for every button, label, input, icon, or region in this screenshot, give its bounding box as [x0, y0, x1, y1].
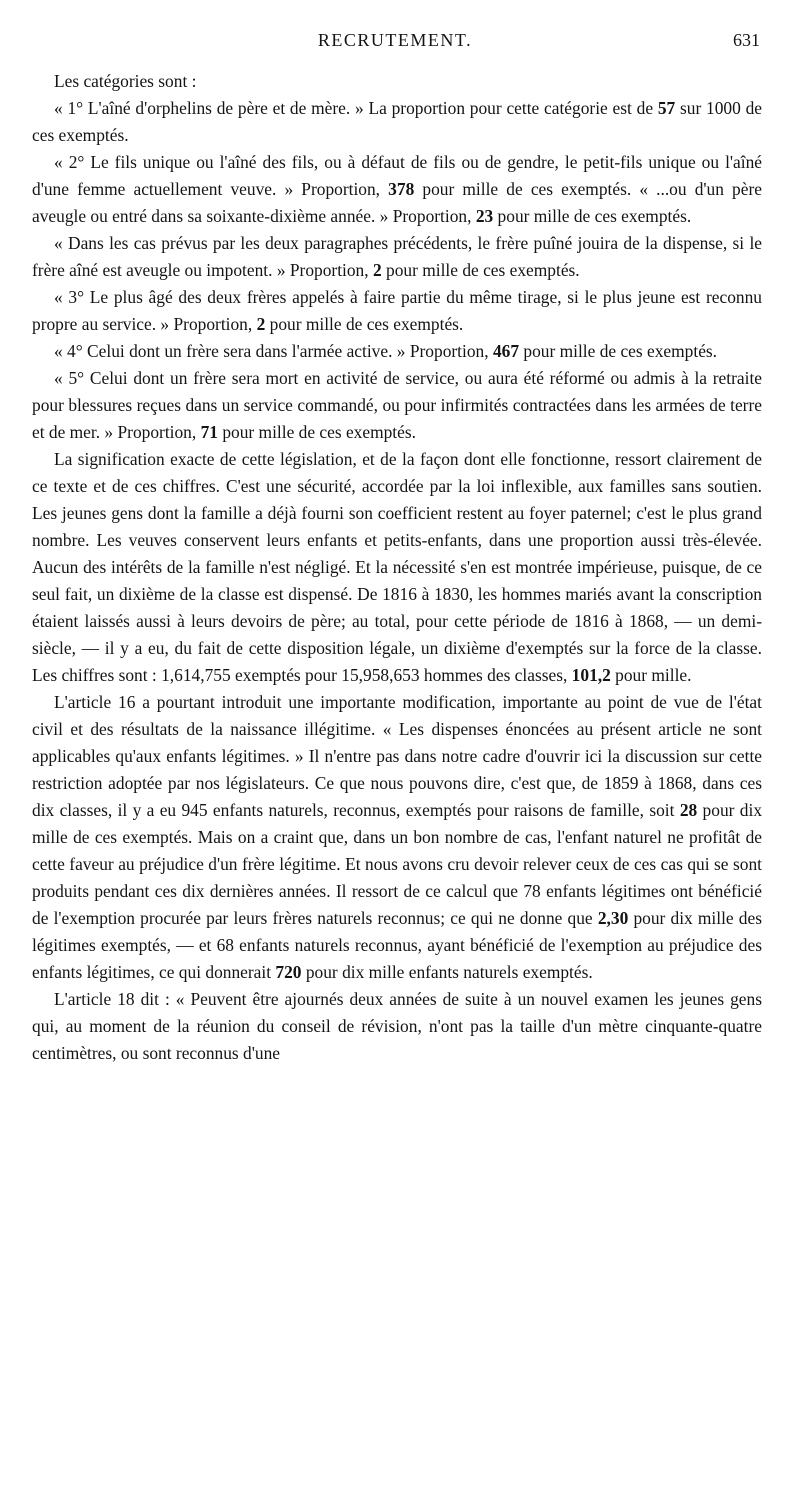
- bold-figure: 101,2: [571, 665, 611, 685]
- bold-figure: 71: [200, 422, 218, 442]
- text-run: pour mille de ces exemptés.: [381, 260, 580, 280]
- running-title: RECRUTEMENT.: [317, 30, 473, 50]
- text-run: pour mille.: [610, 665, 692, 685]
- paragraph: [32, 149, 762, 230]
- text-run: pour dix mille des légitimes exemptés, — et 68 enfants naturels reconnus, ayant bénéficié de l'exemption au préjudice des enfants légitimes, ce qui donnerait: [32, 908, 762, 982]
- text-run: pour mille de ces exemptés. « ...ou d'un père aveugle ou entré dans sa soixante-dixième année. » Proportion,: [32, 179, 762, 226]
- body-text: [32, 68, 762, 1067]
- text-run: L'article 16 a pourtant introduit une importante modification, importante au point de vue de l'état civil et des résultats de la naissance illégitime. « Les dispenses énoncées au présent article ne sont applicables qu'aux enfants légitimes. » Il n'entre pas dans notre cadre d'ouvrir ici la discussion sur cette restriction adoptée par nos législateurs. Ce que nous pouvons dire, c'est que, de 1859 à 1868, dans ces dix classes, il y a eu 945 enfants naturels, reconnus, exemptés pour raisons de famille, soit: [32, 692, 762, 820]
- page-number: 631: [733, 30, 760, 50]
- text-run: sur 1000 de ces exemptés.: [32, 98, 762, 145]
- text-run: « 3° Le plus âgé des deux frères appelés à faire partie du même tirage, si le plus jeune est reconnu propre au service. » Proportion,: [32, 287, 762, 334]
- text-run: Les catégories sont :: [54, 71, 197, 91]
- bold-figure: 57: [657, 98, 676, 118]
- paragraph: [32, 338, 762, 365]
- bold-figure: 23: [475, 206, 494, 226]
- paragraph: [32, 446, 762, 689]
- paragraph: [32, 95, 762, 149]
- bold-figure: 28: [679, 800, 698, 820]
- text-run: La signification exacte de cette législation, et de la façon dont elle fonctionne, ressort clairement de ce texte et de ces chiffres. C'est une sécurité, accordée par la loi inflexible, aux familles sans soutien. Les jeunes gens dont la famille a déjà fourni son coefficient restent au foyer paternel; c'est le plus grand nombre. Les veuves conservent leurs enfants et petits-enfants, dans une proportion aussi très-élevée. Aucun des intérêts de la famille n'est négligé. Et la nécessité s'en est montrée impérieuse, puisque, de ce seul fait, un dixième de la classe est dispensé. De 1816 à 1830, les hommes mariés avant la conscription étaient laissés aussi à leurs devoirs de père; au total, pour cette période de 1816 à 1868, — un demi-siècle, — il y a eu, du fait de cette disposition légale, un dixième d'exemptés sur la force de la classe. Les chiffres sont : 1,614,755 exemptés pour 15,958,653 hommes des classes,: [32, 449, 762, 685]
- bold-figure: 467: [492, 341, 520, 361]
- text-run: pour mille de ces exemptés.: [217, 422, 416, 442]
- text-run: « 4° Celui dont un frère sera dans l'armée active. » Proportion,: [54, 341, 493, 361]
- text-run: pour mille de ces exemptés.: [493, 206, 692, 226]
- paragraph: [32, 230, 762, 284]
- bold-figure: 720: [275, 962, 302, 982]
- paragraph: [32, 986, 762, 1067]
- paragraph: [32, 689, 762, 986]
- paragraph: [32, 284, 762, 338]
- text-run: « 2° Le fils unique ou l'aîné des fils, ou à défaut de fils ou de gendre, le petit-fils unique ou l'aîné d'une femme actuellement veuve. » Proportion,: [32, 152, 762, 199]
- bold-figure: 2: [372, 260, 382, 280]
- text-run: pour dix mille de ces exemptés. Mais on a craint que, dans un bon nombre de cas, l'enfant naturel ne profitât de cette faveur au préjudice d'un frère légitime. Et nous avons cru devoir relever ceux de ces cas qui se sont produits pendant ces dix dernières années. Il ressort de ce calcul que 78 enfants légitimes ont bénéficié de l'exemption procurée par leurs frères naturels reconnus; ce qui ne donne que: [32, 800, 763, 928]
- text-run: pour dix mille enfants naturels exemptés.: [301, 962, 593, 982]
- text-run: « Dans les cas prévus par les deux paragraphes précédents, le frère puîné jouira de la dispense, si le frère aîné est aveugle ou impotent. » Proportion,: [32, 233, 762, 280]
- paragraph: [32, 365, 762, 446]
- text-run: pour mille de ces exemptés.: [265, 314, 464, 334]
- text-run: « 5° Celui dont un frère sera mort en activité de service, ou aura été réformé ou admis à la retraite pour blessures reçues dans un service commandé, ou pour infirmités contractées dans les armées de terre et de mer. » Proportion,: [32, 368, 762, 442]
- bold-figure: 2: [256, 314, 266, 334]
- bold-figure: 2,30: [597, 908, 629, 928]
- text-run: pour mille de ces exemptés.: [519, 341, 718, 361]
- text-run: « 1° L'aîné d'orphelins de père et de mère. » La proportion pour cette catégorie est de: [54, 98, 658, 118]
- page-header: [30, 30, 760, 58]
- bold-figure: 378: [388, 179, 415, 199]
- text-run: L'article 18 dit : « Peuvent être ajournés deux années de suite à un nouvel examen les jeunes gens qui, au moment de la réunion du conseil de révision, n'ont pas la taille d'un mètre cinquante-quatre centimètres, ou sont reconnus d'une: [32, 989, 762, 1063]
- paragraph: [32, 68, 762, 95]
